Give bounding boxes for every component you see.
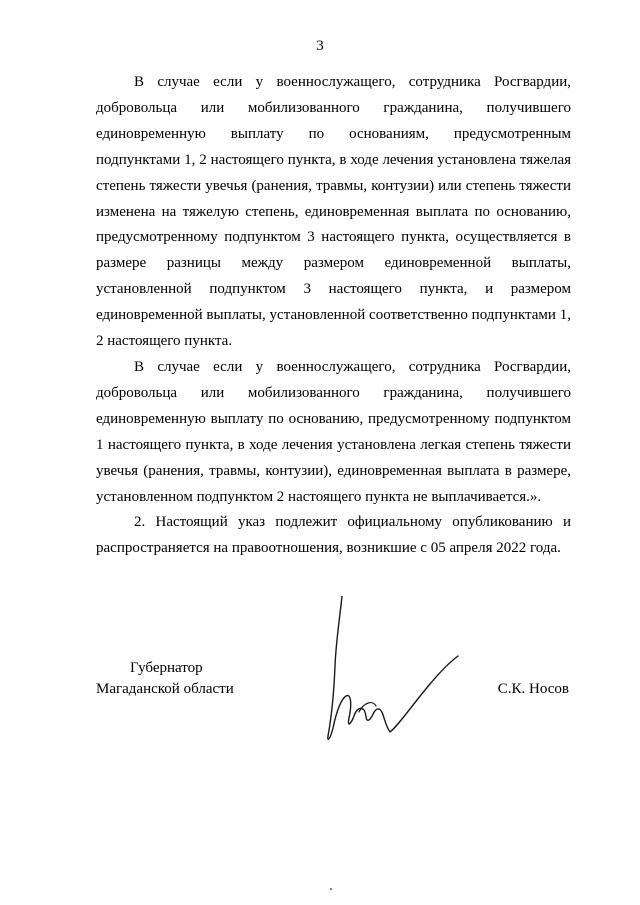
signer-name: С.К. Носов <box>497 681 569 697</box>
handwritten-signature <box>318 596 468 756</box>
paragraph-3: 2. Настоящий указ подлежит официальному опубликованию и распространяется на правоотношения, возникшие с 05 апреля 2022 года. <box>96 514 571 557</box>
signer-title <box>96 658 296 700</box>
document-body <box>96 70 571 562</box>
scan-speck <box>330 888 332 890</box>
signer-title-line-1: Губернатор <box>130 660 203 676</box>
paragraph-1: В случае если у военнослужащего, сотрудника Росгвардии, добровольца или мобилизованного гражданина, получившего единовременную выплату по основаниям, предусмотренным подпунктами 1, 2 настоящего пункта, в ходе лечения установлена тяжелая степень тяжести увечья (ранения, травмы, контузии) или степень тяжести изменена на тяжелую степень, единовременная выплата по основанию, предусмотренному подпунктом 3 настоящего пункта, осуществляется в размере разницы между размером единовременной выплаты, установленной подпунктом 3 настоящего пункта, и размером единовременной выплаты, установленной соответственно подпунктами 1, 2 настоящего пункта. <box>96 74 571 350</box>
paragraph-2: В случае если у военнослужащего, сотрудника Росгвардии, добровольца или мобилизованного гражданина, получившего единовременную выплату по основанию, предусмотренному подпунктом 1 настоящего пункта, в ходе лечения установлена легкая степень тяжести увечья (ранения, травмы, контузии), единовременная выплата в размере, установленном подпунктом 2 настоящего пункта не выплачивается.». <box>96 358 571 505</box>
page-number: 3 <box>316 38 324 54</box>
signature-block <box>0 658 640 768</box>
signer-title-line-2: Магаданской области <box>96 681 234 697</box>
